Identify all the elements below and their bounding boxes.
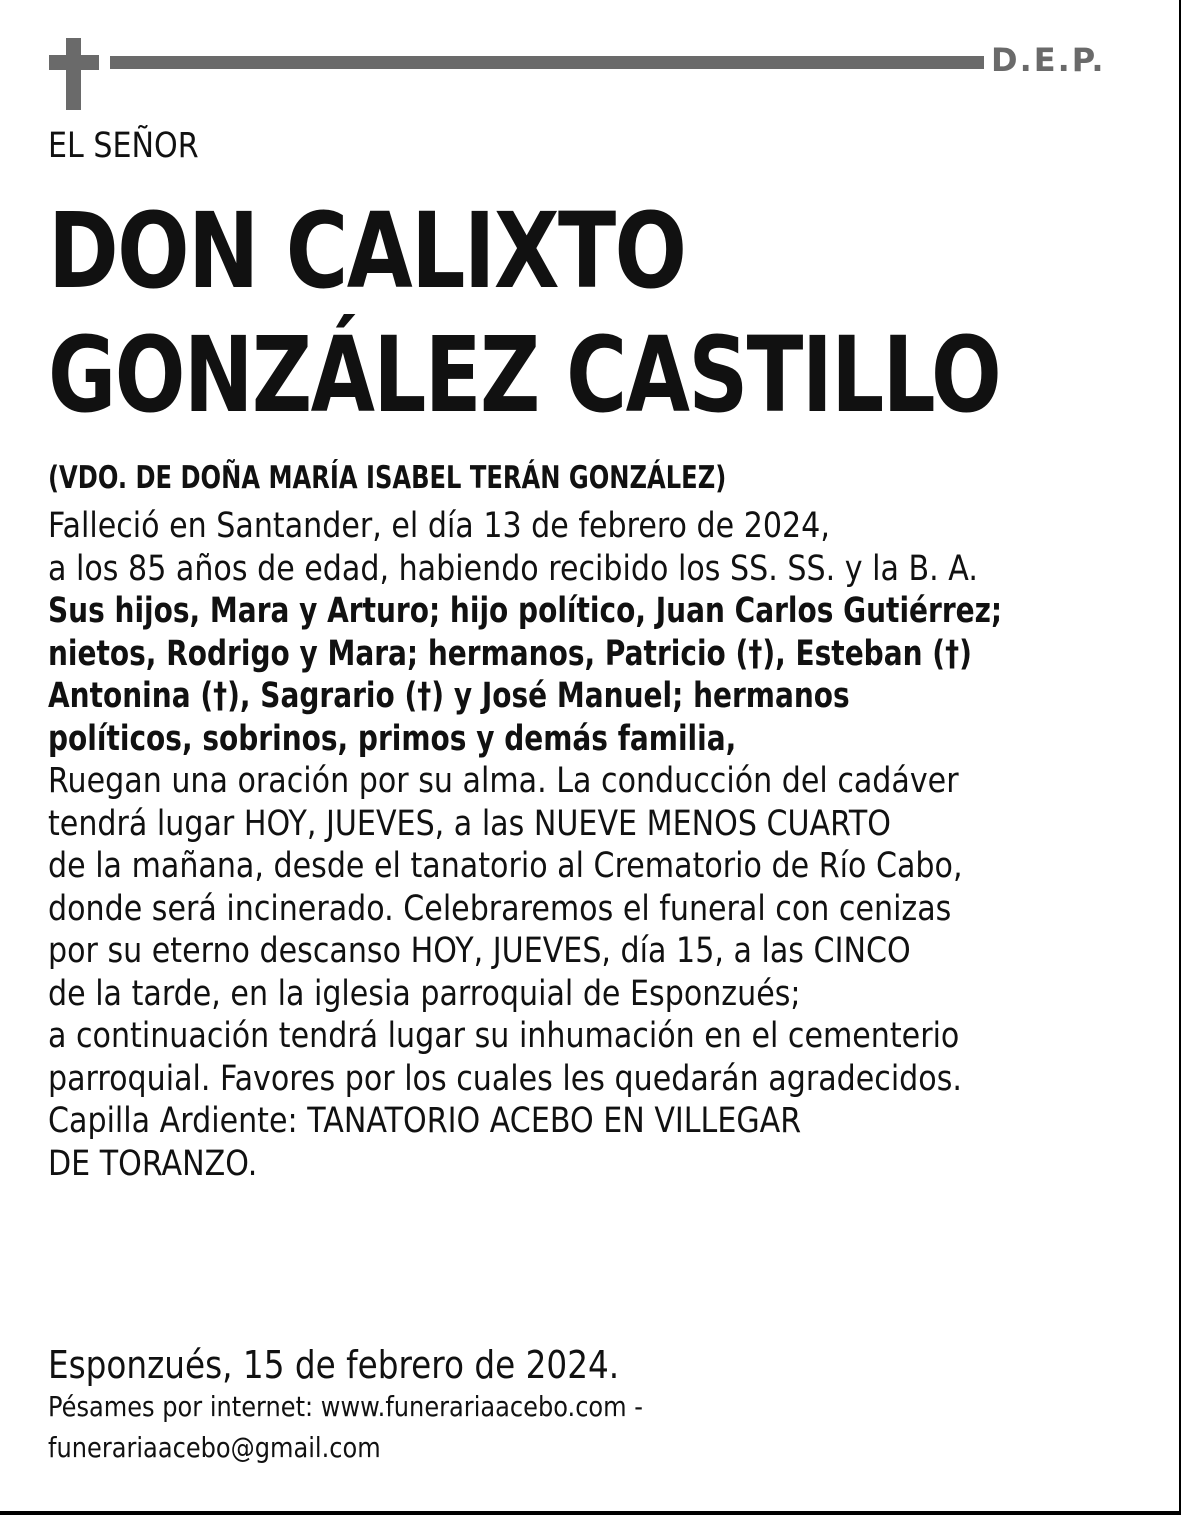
place-date: Esponzués, 15 de febrero de 2024. bbox=[48, 1343, 620, 1387]
condolences-line2: funerariaacebo@gmail.com bbox=[48, 1431, 381, 1464]
intro-label: EL SEÑOR bbox=[48, 126, 199, 166]
body-line: donde será incinerado. Celebraremos el funeral con cenizas bbox=[48, 888, 952, 929]
body-line: Ruegan una oración por su alma. La conducción del cadáver bbox=[48, 761, 959, 801]
body-line: nietos, Rodrigo y Mara; hermanos, Patricio (†), Esteban (†) bbox=[48, 633, 972, 674]
body-line: Sus hijos, Mara y Arturo; hijo político, Juan Carlos Gutiérrez; bbox=[48, 591, 1003, 631]
body-line: a los 85 años de edad, habiendo recibido los SS. SS. y la B. A. bbox=[48, 548, 978, 589]
deceased-name-line2: GONZÁLEZ CASTILLO bbox=[48, 314, 1001, 436]
body-line: políticos, sobrinos, primos y demás familia, bbox=[48, 718, 737, 759]
body-line: Falleció en Santander, el día 13 de febrero de 2024, bbox=[48, 506, 830, 546]
body-line: parroquial. Favores por los cuales les quedarán agradecidos. bbox=[48, 1058, 962, 1099]
condolences-line1: Pésames por internet: www.funerariaacebo.com - bbox=[48, 1390, 643, 1423]
body-line: a continuación tendrá lugar su inhumación en el cementerio bbox=[48, 1016, 960, 1056]
body-line: DE TORANZO. bbox=[48, 1143, 258, 1184]
dep-label: D.E.P. bbox=[991, 41, 1106, 79]
body-line: Antonina (†), Sagrario (†) y José Manuel; hermanos bbox=[48, 676, 850, 716]
body-line: Capilla Ardiente: TANATORIO ACEBO EN VILLEGAR bbox=[48, 1101, 802, 1141]
deceased-name-line1: DON CALIXTO bbox=[48, 190, 686, 312]
cross-icon bbox=[49, 38, 99, 110]
body-line: tendrá lugar HOY, JUEVES, a las NUEVE MENOS CUARTO bbox=[48, 803, 891, 844]
header-rule bbox=[110, 56, 984, 69]
body-line: de la tarde, en la iglesia parroquial de Esponzués; bbox=[48, 973, 801, 1014]
body-line: por su eterno descanso HOY, JUEVES, día 15, a las CINCO bbox=[48, 931, 911, 971]
body-line: de la mañana, desde el tanatorio al Crematorio de Río Cabo, bbox=[48, 846, 963, 886]
obituary-body bbox=[48, 505, 1181, 1185]
widower-note: (VDO. DE DOÑA MARÍA ISABEL TERÁN GONZÁLEZ) bbox=[48, 460, 727, 496]
